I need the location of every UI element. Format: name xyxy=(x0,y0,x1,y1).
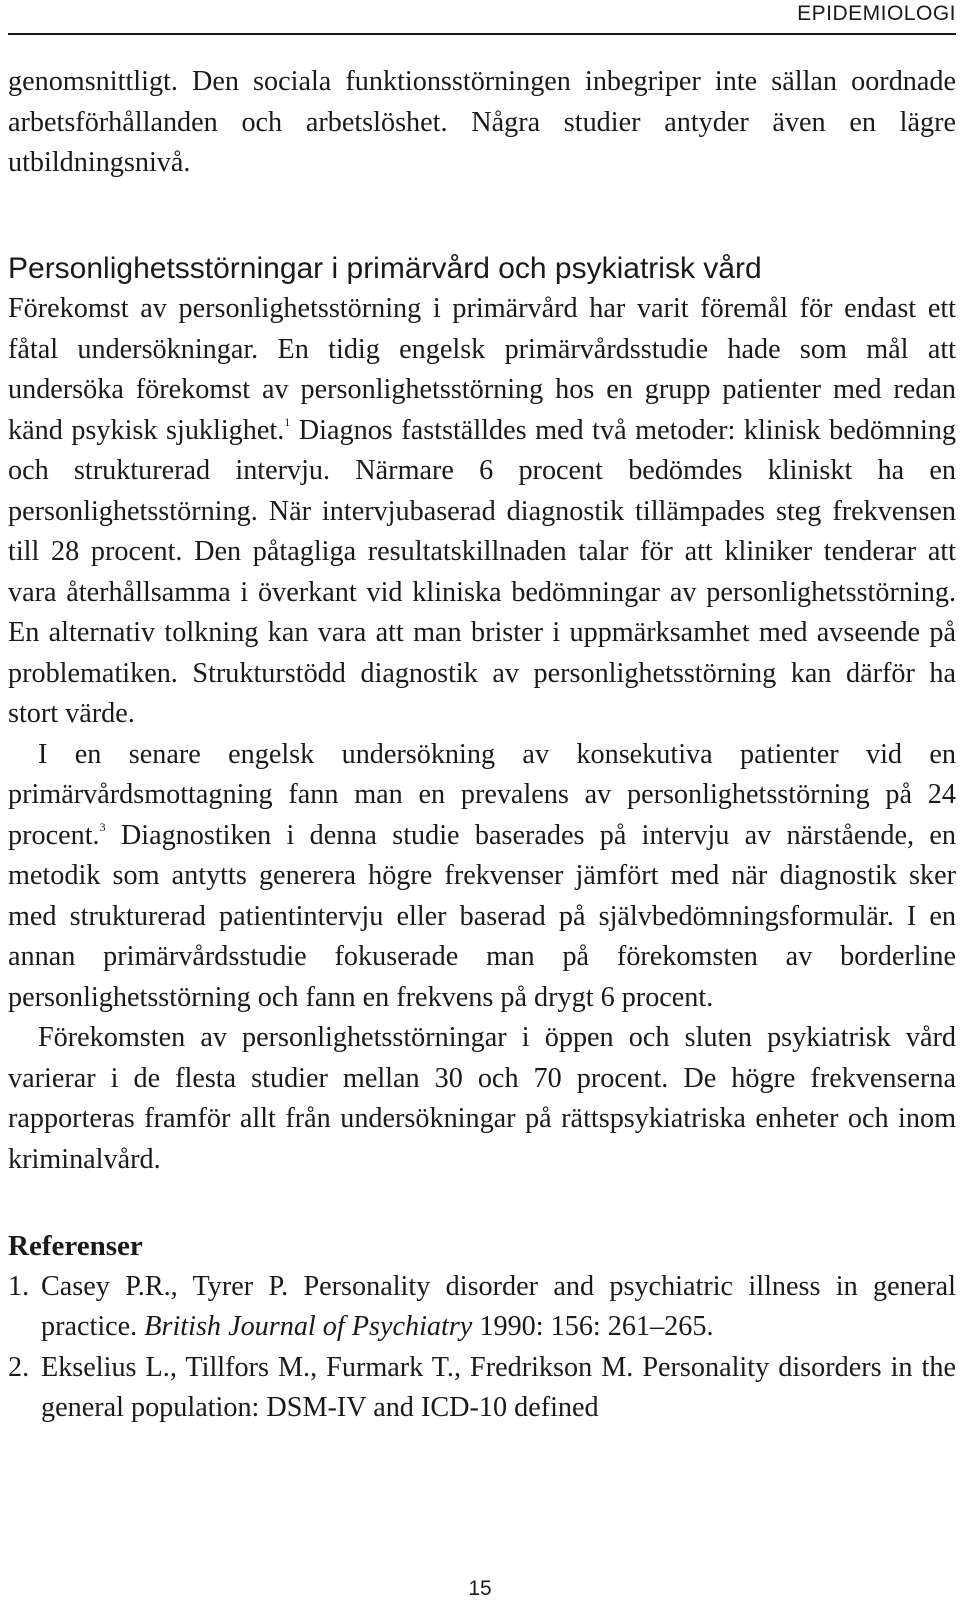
body-paragraph-3: Förekomsten av personlighetsstörningar i öppen och sluten psykiatrisk vård varierar i de flesta studier mellan 30 och 70 procent. De högre frekvenserna rapporteras framför allt från undersökningar på rättspsykiatriska enheter och inom kriminalvård. xyxy=(8,1022,956,1175)
reference-number: 1. xyxy=(8,1270,30,1302)
reference-marker[interactable]: 3 xyxy=(99,819,106,834)
reference-journal: British Journal of Psychiatry xyxy=(144,1311,473,1342)
body-paragraph-1 xyxy=(8,289,956,735)
reference-text: Ekselius L., Tillfors M., Furmark T., Fredrikson M. Personality disorders in the general population: DSM-IV and ICD-10 defined xyxy=(41,1351,956,1423)
page-number: 15 xyxy=(468,1577,492,1600)
reference-item xyxy=(8,1267,956,1348)
running-header: EPIDEMIOLOGI xyxy=(797,2,956,25)
reference-item xyxy=(8,1348,956,1429)
paragraph-text: Diagnos fastställdes med två metoder: klinisk bedömning och strukturerad intervju. Närmare 6 procent bedömdes kliniskt ha en personlighetsstörning. När intervjubaserad diagnostik tillämpades steg frekvensen till 28 procent. Den påtagliga resultatskillnaden talar för att kliniker tenderar att vara återhållsamma i överkant vid kliniska bedömningar av personlighetsstörning. En alternativ tolkning kan vara att man brister i uppmärksamhet med avseende på problematiken. Strukturstödd diagnostik av personlighetsstörning kan därför ha stort värde. xyxy=(8,414,957,729)
reference-text: 1990: 156: 261–265. xyxy=(472,1311,714,1342)
intro-paragraph: genomsnittligt. Den sociala funktionsstörningen inbegriper inte sällan oordnade arbetsförhållanden och arbetslöshet. Några studier antyder även en lägre utbildningsnivå. xyxy=(8,66,956,178)
references-heading: Referenser xyxy=(8,1230,143,1262)
header-rule xyxy=(8,33,956,35)
section-heading: Personlighetsstörningar i primärvård och psykiatrisk vård xyxy=(8,251,762,285)
body-paragraph-2 xyxy=(8,735,956,1019)
text-column xyxy=(8,62,956,1429)
paragraph-text: Förekomst av personlighetsstörning i primärvård har varit föremål för endast ett fåtal undersökningar. En tidig engelsk primärvårdsstudie hade som mål att undersöka förekomst av personlighetsstörning hos en grupp patienter med redan känd psykisk sjuklighet. xyxy=(8,293,956,446)
reference-list xyxy=(8,1267,956,1429)
reference-marker[interactable]: 1 xyxy=(284,414,291,429)
paragraph-text: I en senare engelsk undersökning av konsekutiva patienter vid en primärvårdsmottagning fann man en prevalens av personlighetsstörning på 24 procent. xyxy=(8,738,956,851)
reference-number: 2. xyxy=(8,1351,30,1383)
paragraph-text: Diagnostiken i denna studie baserades på intervju av närstående, en metodik som antytts generera högre frekvenser jämfört med när diagnostik sker med strukturerad patientintervju eller baserad på självbedömningsformulär. I en annan primärvårdsstudie fokuserade man på förekomsten av borderline personlighetsstörning och fann en frekvens på drygt 6 procent. xyxy=(8,819,956,1013)
reference-text: Casey P.R., Tyrer P. Personality disorder and psychiatric illness in general practice. xyxy=(41,1270,956,1342)
